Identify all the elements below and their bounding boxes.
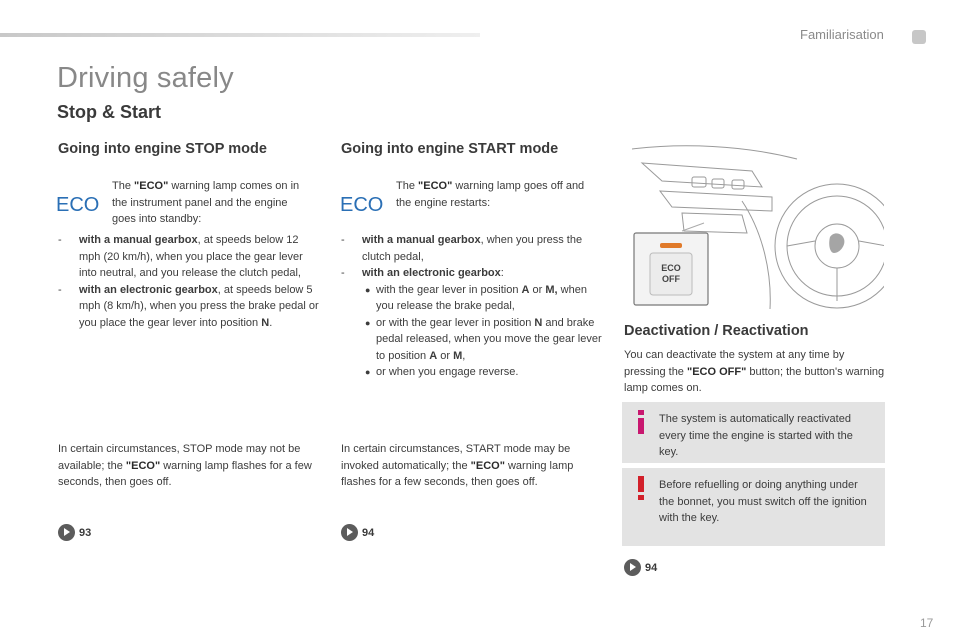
section-label: Familiarisation — [800, 27, 884, 42]
list-item: - with a manual gearbox, at speeds below 12 mph (20 km/h), when you place the gear lever into neutral, and you release the clutch pedal, — [58, 234, 303, 279]
stop-conditions-list — [58, 232, 320, 331]
eco-lamp-label: ECO — [56, 194, 100, 215]
eco-lamp-label: ECO — [340, 194, 384, 215]
stop-intro: The "ECO" warning lamp comes on in the instrument panel and the engine goes into standby: — [112, 180, 300, 225]
start-page-reference[interactable] — [341, 524, 374, 541]
info-note — [622, 402, 885, 463]
page-number: 17 — [920, 616, 934, 630]
corner-mark — [912, 30, 926, 44]
eco-lamp-icon — [56, 193, 104, 215]
list-subitem: ● or when you engage reverse. — [365, 366, 519, 378]
page-ref-arrow-icon — [58, 524, 75, 541]
page-ref-arrow-icon — [341, 524, 358, 541]
page-subtitle: Stop & Start — [57, 102, 162, 122]
stop-page-reference[interactable] — [58, 524, 91, 541]
deactivation-text: You can deactivate the system at any time by pressing the "ECO OFF" button; the button's warning lamp comes on. — [624, 349, 885, 394]
list-subitem: ● or with the gear lever in position N and brake pedal released, when you move the gear lever to position A or M, — [365, 316, 602, 362]
stop-mode-title: Going into engine STOP mode — [58, 141, 267, 157]
dashboard-drawing — [622, 141, 884, 309]
list-item: - with a manual gearbox, when you press the clutch pedal, — [341, 234, 583, 263]
page-title: Driving safely — [57, 62, 234, 94]
start-footer-note: In certain circumstances, START mode may be invoked automatically; the "ECO" warning lamp flashes for a few seconds, then goes off. — [341, 443, 574, 488]
dashboard-illustration — [622, 141, 884, 309]
eco-off-button-label-top: ECO — [661, 263, 681, 273]
info-icon — [635, 410, 647, 434]
start-intro: The "ECO" warning lamp goes off and the engine restarts: — [396, 180, 585, 209]
page-ref-number: 93 — [79, 526, 92, 539]
list-item: - with an electronic gearbox: — [341, 267, 504, 279]
page-ref-number: 94 — [362, 526, 375, 539]
deactivation-title: Deactivation / Reactivation — [624, 323, 809, 339]
eco-lamp-icon — [340, 193, 388, 215]
page-ref-arrow-icon — [624, 559, 641, 576]
eco-off-button-label-bottom: OFF — [662, 274, 680, 284]
page-ref-number: 94 — [645, 561, 658, 574]
deactivation-page-reference[interactable] — [624, 559, 657, 576]
list-subitem: ● with the gear lever in position A or M, when you release the brake pedal, — [365, 283, 587, 312]
warning-icon — [635, 476, 647, 500]
start-mode-title: Going into engine START mode — [341, 141, 559, 157]
warning-note-text: Before refuelling or doing anything under the bonnet, you must switch off the ignition with the key. — [659, 479, 867, 524]
start-conditions-list — [341, 232, 603, 381]
info-note-text: The system is automatically reactivated every time the engine is started with the key. — [659, 413, 853, 458]
list-item: - with an electronic gearbox, at speeds below 5 mph (8 km/h), when you press the brake pedal or you place the gear lever into position N. — [58, 283, 319, 329]
header-rule — [0, 33, 480, 37]
stop-footer-note: In certain circumstances, STOP mode may not be available; the "ECO" warning lamp flashes for a few seconds, then goes off. — [58, 443, 312, 488]
warning-note — [622, 468, 885, 546]
